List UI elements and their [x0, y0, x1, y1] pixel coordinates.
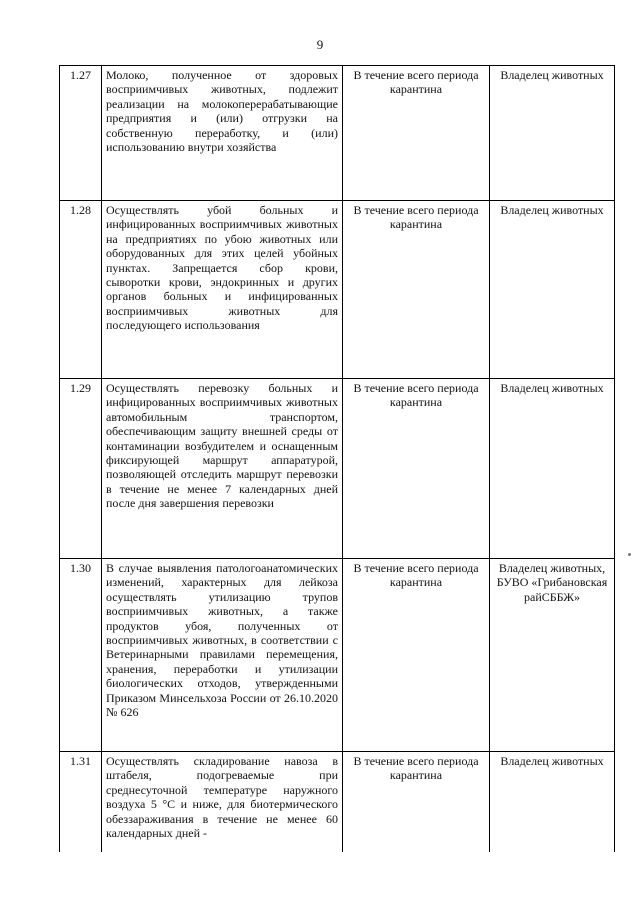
row-action: Осуществлять перевозку больных и инфицированных восприимчивых животных автомобильным транспортом, обеспечивающим защиту внешней среды от контаминации возбудителем и оснащенным фиксирующей маршрут аппаратурой, позволяющей отследить маршрут перевозки в течение не менее 7 календарных дней после дня завершения перевозки — [102, 379, 343, 559]
row-responsible: Владелец животных — [490, 66, 615, 201]
table-row — [60, 559, 615, 752]
row-number: 1.29 — [60, 379, 102, 559]
row-period: В течение всего периода карантина — [343, 379, 490, 559]
page-number: 9 — [316, 37, 324, 52]
table-row — [60, 66, 615, 201]
row-period: В течение всего периода карантина — [343, 752, 490, 852]
row-number: 1.28 — [60, 201, 102, 379]
table-row — [60, 379, 615, 559]
row-period: В течение всего периода карантина — [343, 66, 490, 201]
row-number: 1.30 — [60, 559, 102, 752]
row-action: Осуществлять складирование навоза в штабеля, подогреваемые при среднесуточной температуре наружного воздуха 5 °С и ниже, для биотермического обеззараживания в течение не менее 60 календарных дней - — [102, 752, 343, 852]
row-responsible: Владелец животных — [490, 752, 615, 852]
row-responsible: Владелец животных — [490, 379, 615, 559]
table-row — [60, 752, 615, 852]
row-action: В случае выявления патологоанатомических изменений, характерных для лейкоза осуществлять утилизацию трупов восприимчивых животных, а также продуктов убоя, полученных от восприимчивых животных, в соответствии с Ветеринарными правилами перемещения, хранения, переработки и утилизации биологических отходов, утвержденными Приказом Минсельхоза России от 26.10.2020 № 626 — [102, 559, 343, 752]
row-period: В течение всего периода карантина — [343, 559, 490, 752]
row-number: 1.27 — [60, 66, 102, 201]
scan-speck — [628, 553, 631, 556]
row-responsible: Владелец животных, БУВО «Грибановская райСББЖ» — [490, 559, 615, 752]
table-row — [60, 201, 615, 379]
row-action: Молоко, полученное от здоровых восприимчивых животных, подлежит реализации на молокоперерабатывающие предприятия и (или) отгрузки на собственную переработку, и (или) использованию внутри хозяйства — [102, 66, 343, 201]
quarantine-measures-table — [59, 65, 615, 852]
row-period: В течение всего периода карантина — [343, 201, 490, 379]
row-number: 1.31 — [60, 752, 102, 852]
row-action: Осуществлять убой больных и инфицированных восприимчивых животных на предприятиях по убою животных или оборудованных для этих целей убойных пунктах. Запрещается сбор крови, сыворотки крови, эндокринных и других органов больных и инфицированных восприимчивых животных для последующего использования — [102, 201, 343, 379]
row-responsible: Владелец животных — [490, 201, 615, 379]
